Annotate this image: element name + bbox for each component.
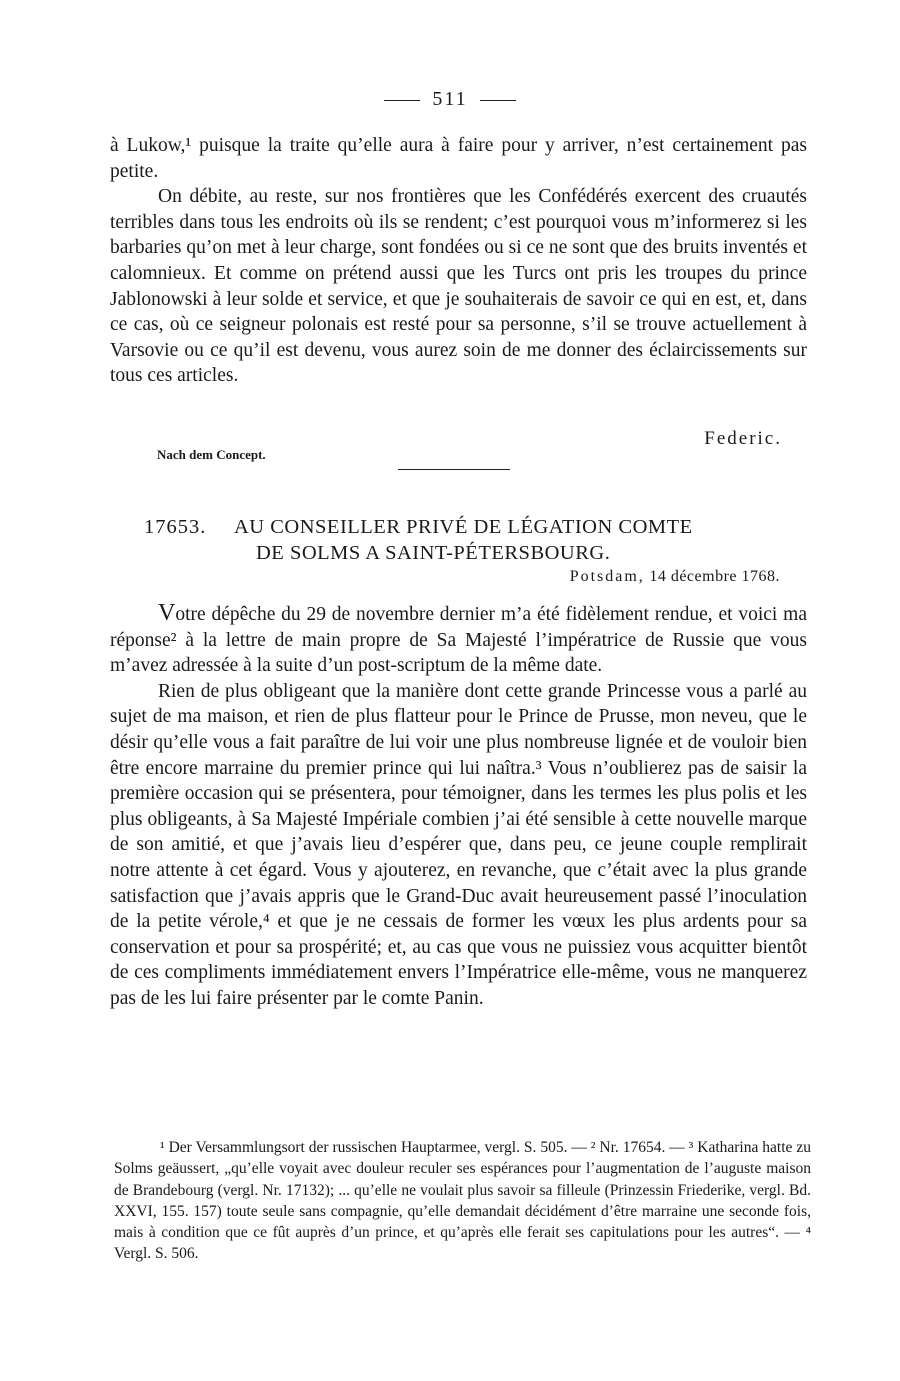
intro-paragraph-2: On débite, au reste, sur nos frontières que les Confédérés exercent des cruautés terribles dans tous les endroits où ils se rendent; c’est pourquoi vous m’informerez si les barbaries qu’on met à leur charge, sont fondées ou si ce ne sont que des bruits inventés et calomnieux. Et comme on prétend aussi que les Turcs ont pris les troupes du prince Jablonowski à leur solde et service, et que je souhaiterais de savoir ce qui en est, et, dans ce cas, où ce seigneur polonais est resté pour sa personne, s’il se trouve actuellement à Varsovie ou ce qu’il est devenu, vous aurez soin de me donner des éclaircissements sur tous ces articles. [110, 186, 807, 387]
letter-title-line-2: DE SOLMS A SAINT-PÉTERSBOURG. [256, 542, 611, 564]
letter-paragraph-1-text: otre dépêche du 29 de novembre dernier m’a été fidèlement rendue, et voici ma réponse² à la lettre de main propre de Sa Majesté l’impératrice de Russie que vous m’avez adressée à la suite d’un post-scriptum de la même date. [110, 604, 807, 677]
letter-paragraph-1 [110, 601, 807, 679]
dateline-date: 14 décembre 1768. [649, 568, 780, 585]
letter-paragraph-2: Rien de plus obligeant que la manière dont cette grande Princesse vous a parlé au sujet de ma maison, et rien de plus flatteur pour le Prince de Prusse, mon neveu, que le désir qu’elle vous a fait paraître de lui voir une plus nombreuse lignée et de vouloir bien être encore marraine du premier prince qui lui naîtra.³ Vous n’oublierez pas de saisir la première occasion qui se présentera, pour témoigner, dans les termes les plus polis et les plus obligeants, à Sa Majesté Impériale combien j’ai été sensible à cette nouvelle marque de son amitié, et que j’avais lieu d’espérer que, dans peu, ce jeune couple remplirait notre attente à cet égard. Vous y ajouterez, en revanche, que c’était avec la plus grande satisfaction que j’avais appris que le Grand-Duc avait heureusement passé l’inoculation de la petite vérole,⁴ et que je ne cessais de former les vœux les plus ardents pour sa conservation et pour sa prospérité; et, au cas que vous ne puissiez vous acquitter bientôt de ces compliments immédiatement envers l’Impératrice elle-même, vous ne manquerez pas de les lui faire présenter par le comte Panin. [110, 680, 807, 1009]
page-number: 511 [432, 88, 468, 110]
header-rule-right [480, 100, 516, 101]
letter-body [110, 601, 807, 1012]
intro-text [110, 133, 807, 389]
drop-cap: V [158, 600, 176, 626]
footnotes-text: ¹ Der Versammlungsort der russischen Hauptarmee, vergl. S. 505. — ² Nr. 17654. — ³ Katharina hatte zu Solms geäussert, „qu’elle voyait avec douleur reculer ses espérances pour l’augmentation de l’auguste maison de Brandebourg (vergl. Nr. 17132); ... qu’elle ne voulait plus savoir sa filleule (Prinzessin Friederike, vergl. Bd. XXVI, 155. 157) toute seule sans compagnie, qu’elle demandait décidément d’être marraine une seconde fois, mais à condition que ce fût auprès d’un prince, et qu’après elle ferait ses capitulations pour les autres“. — ⁴ Vergl. S. 506. [114, 1139, 811, 1263]
page-header [0, 88, 900, 111]
intro-paragraph-1: à Lukow,¹ puisque la traite qu’elle aura à faire pour y arriver, n’est certainement pas petite. [110, 135, 807, 182]
dateline [570, 568, 780, 586]
signature: Federic. [704, 428, 782, 449]
section-divider [398, 469, 510, 470]
source-note: Nach dem Concept. [157, 447, 266, 462]
letter-number: 17653. [144, 516, 207, 538]
footnotes [114, 1137, 811, 1265]
header-rule-left [384, 100, 420, 101]
dateline-place: Potsdam, [569, 568, 645, 585]
letter-title-line-1: AU CONSEILLER PRIVÉ DE LÉGATION COMTE [234, 516, 693, 538]
